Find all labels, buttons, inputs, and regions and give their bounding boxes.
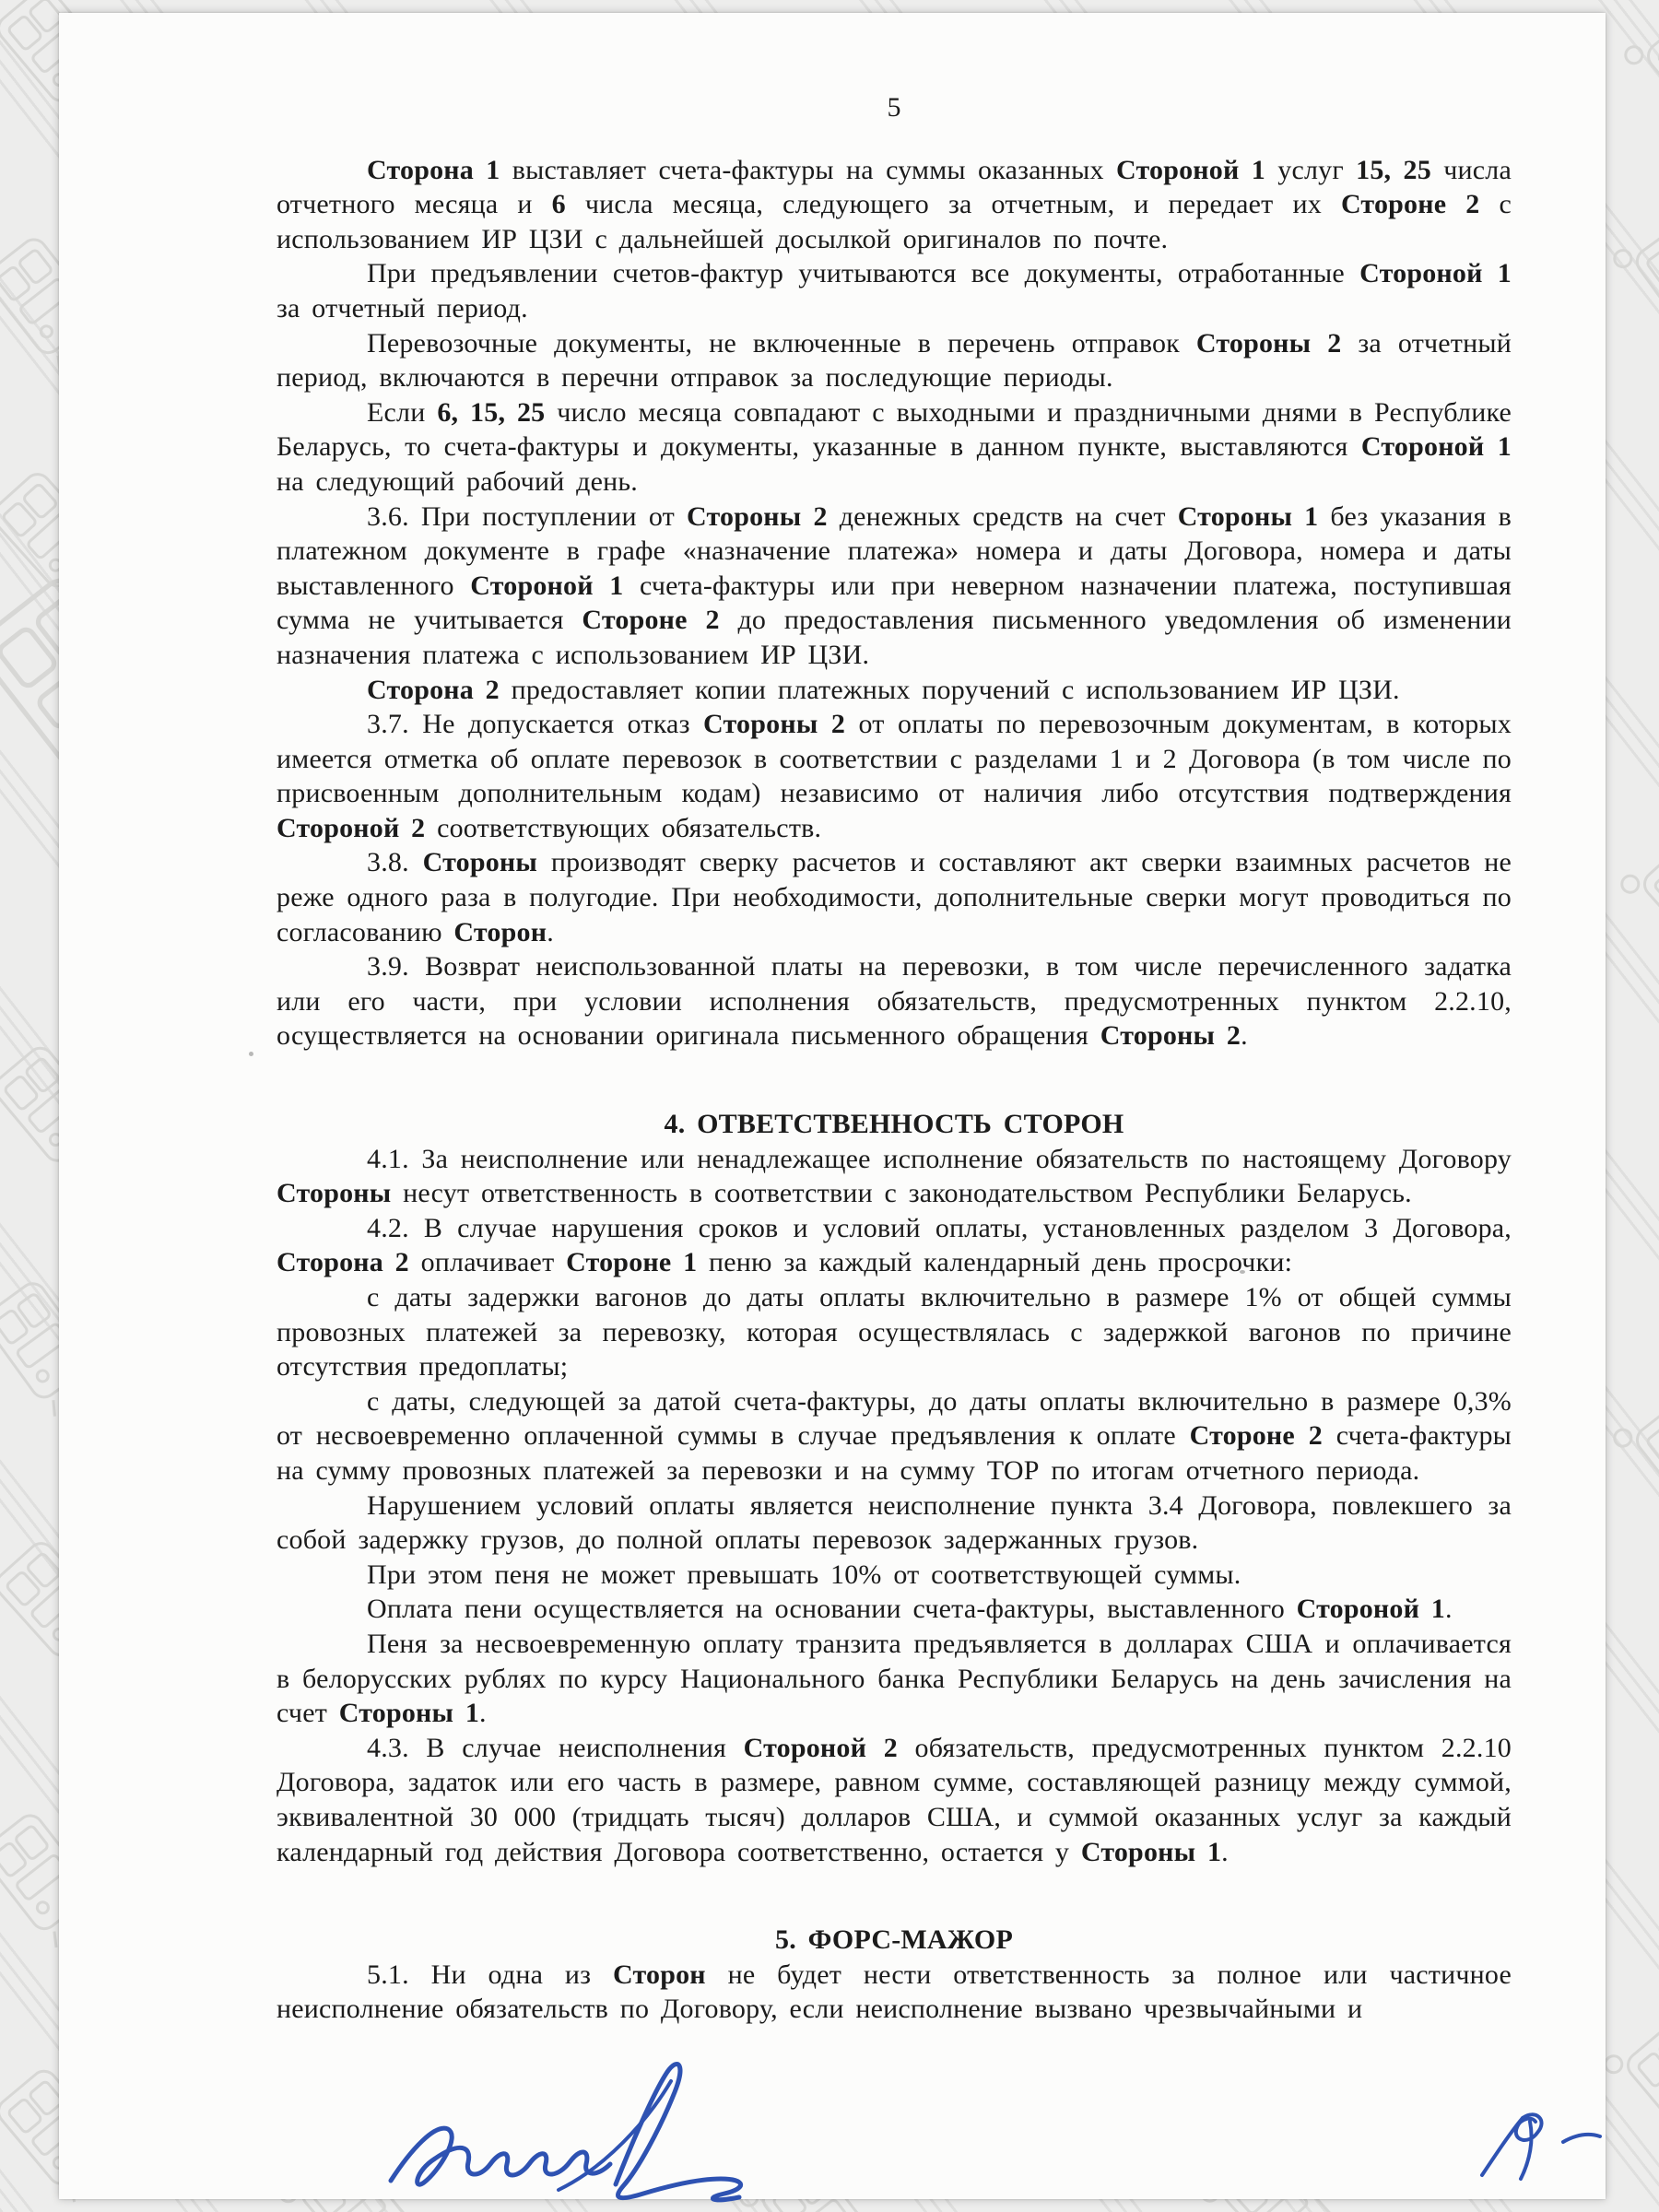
paragraph: Перевозочные документы, не включенные в перечень отправок Стороны 2 за отчетный период, включаются в перечни отправок за последующие периоды. xyxy=(276,327,1512,394)
paragraph: Оплата пени осуществляется на основании счета-фактуры, выставленного Стороной 1. xyxy=(367,1594,1453,1625)
page-number: 5 xyxy=(887,92,901,123)
paragraph: Сторона 1 выставляет счета-фактуры на суммы оказанных Стороной 1 услуг 15, 25 числа отчетного месяца и 6 числа месяца, следующего за отчетным, и передает их Стороне 2 с использованием ИР ЦЗИ с дальнейшей досылкой оригиналов по почте. xyxy=(276,154,1512,254)
paragraph: 5.1. Ни одна из Сторон не будет нести ответственность за полное или частичное неисполнение обязательств по Договору, если неисполнение вызвано чрезвычайными и xyxy=(276,1959,1512,2025)
paragraph: При этом пеня не может превышать 10% от соответствующей суммы. xyxy=(367,1559,1241,1590)
paragraph: Нарушением условий оплаты является неисполнение пункта 3.4 Договора, повлекшего за собой задержку грузов, до полной оплаты перевозок задержанных грузов. xyxy=(276,1489,1512,1556)
section-heading: 4. ОТВЕТСТВЕННОСТЬ СТОРОН xyxy=(664,1109,1124,1140)
paragraph: 4.3. В случае неисполнения Стороной 2 обязательств, предусмотренных пунктом 2.2.10 Договора, задаток или его часть в размере, равном сумме, составляющей разницу между суммой, эквивалентной 30 000 (тридцать тысяч) долларов США, и суммой оказанных услуг за каждый календарный год действия Договора соответственно, остается у Стороны 1. xyxy=(276,1732,1512,1867)
paragraph: 3.8. Стороны производят сверку расчетов и составляют акт сверки взаимных расчетов не реже одного раза в полугодие. При необходимости, дополнительные сверки могут проводиться по согласованию Сторон. xyxy=(276,847,1512,947)
document-content xyxy=(276,13,1512,2027)
scan-speck xyxy=(1240,1270,1245,1274)
paragraph: с даты, следующей за датой счета-фактуры, до даты оплаты включительно в размере 0,3% от несвоевременно оплаченной суммы в случае предъявления к оплате Стороне 2 счета-фактуры на сумму провозных платежей за перевозки и на сумму ТОР по итогам отчетного периода. xyxy=(276,1385,1512,1486)
document-body xyxy=(276,153,1512,2027)
paragraph: 4.1. За неисполнение или ненадлежащее исполнение обязательств по настоящему Договору Стороны несут ответственность в соответствии с законодательством Республики Беларусь. xyxy=(276,1143,1512,1209)
paragraph: Сторона 2 предоставляет копии платежных поручений с использованием ИР ЦЗИ. xyxy=(367,674,1400,705)
paragraph: 3.6. При поступлении от Стороны 2 денежных средств на счет Стороны 1 без указания в платежном документе в графе «назначение платежа» номера и даты Договора, номера и даты выставленного Стороной 1 счета-фактуры или при неверном назначении платежа, поступившая сумма не учитывается Стороне 2 до предоставления письменного уведомления об изменении назначения платежа с использованием ИР ЦЗИ. xyxy=(276,500,1512,670)
paragraph: При предъявлении счетов-фактур учитываются все документы, отработанные Стороной 1 за отчетный период. xyxy=(276,258,1512,324)
paragraph: Если 6, 15, 25 число месяца совпадают с выходными и праздничными днями в Республике Беларусь, то счета-фактуры и документы, указанные в данном пункте, выставляются Стороной 1 на следующий рабочий день. xyxy=(276,396,1512,497)
handwritten-initials-icon xyxy=(1471,2107,1609,2184)
train-icon xyxy=(1622,0,1659,159)
scan-speck xyxy=(1088,279,1094,283)
scan-speck xyxy=(249,1052,253,1056)
scanned-contract-page xyxy=(59,13,1606,2199)
paragraph: Пеня за несвоевременную оплату транзита предъявляется в долларах США и оплачивается в белорусских рублях по курсу Национального банка Республики Беларусь на день зачисления на счет Стороны 1. xyxy=(276,1628,1512,1729)
train-icon xyxy=(1602,2009,1659,2168)
paragraph: с даты задержки вагонов до даты оплаты включительно в размере 1% от общей суммы провозных платежей за перевозку, которая осуществлялась с задержкой вагонов по причине отсутствия предоплаты; xyxy=(276,1282,1512,1382)
train-icon xyxy=(1618,828,1659,985)
handwritten-signature-icon xyxy=(378,2053,839,2210)
train-icon xyxy=(1611,207,1659,367)
paragraph: 3.7. Не допускается отказ Стороны 2 от оплаты по перевозочным документам, в которых имеется отметка об оплате перевозок в соответствии с разделами 1 и 2 Договора (в том числе по присвоенным дополнительным кодам) независимо от наличия либо отсутствия подтверждения Стороной 2 соответствующих обязательств. xyxy=(276,709,1512,843)
section-heading: 5. ФОРС-МАЖОР xyxy=(775,1924,1013,1956)
train-icon xyxy=(1611,1385,1659,1545)
paragraph: 3.9. Возврат неиспользованной платы на перевозки, в том числе перечисленного задатка или его части, при условии исполнения обязательств, предусмотренных пунктом 2.2.10, осуществляется на основании оригинала письменного обращения Стороны 2. xyxy=(276,951,1512,1052)
paragraph: 4.2. В случае нарушения сроков и условий оплаты, установленных разделом 3 Договора, Сторона 2 оплачивает Стороне 1 пеню за каждый календарный день просрочки: xyxy=(276,1212,1512,1278)
